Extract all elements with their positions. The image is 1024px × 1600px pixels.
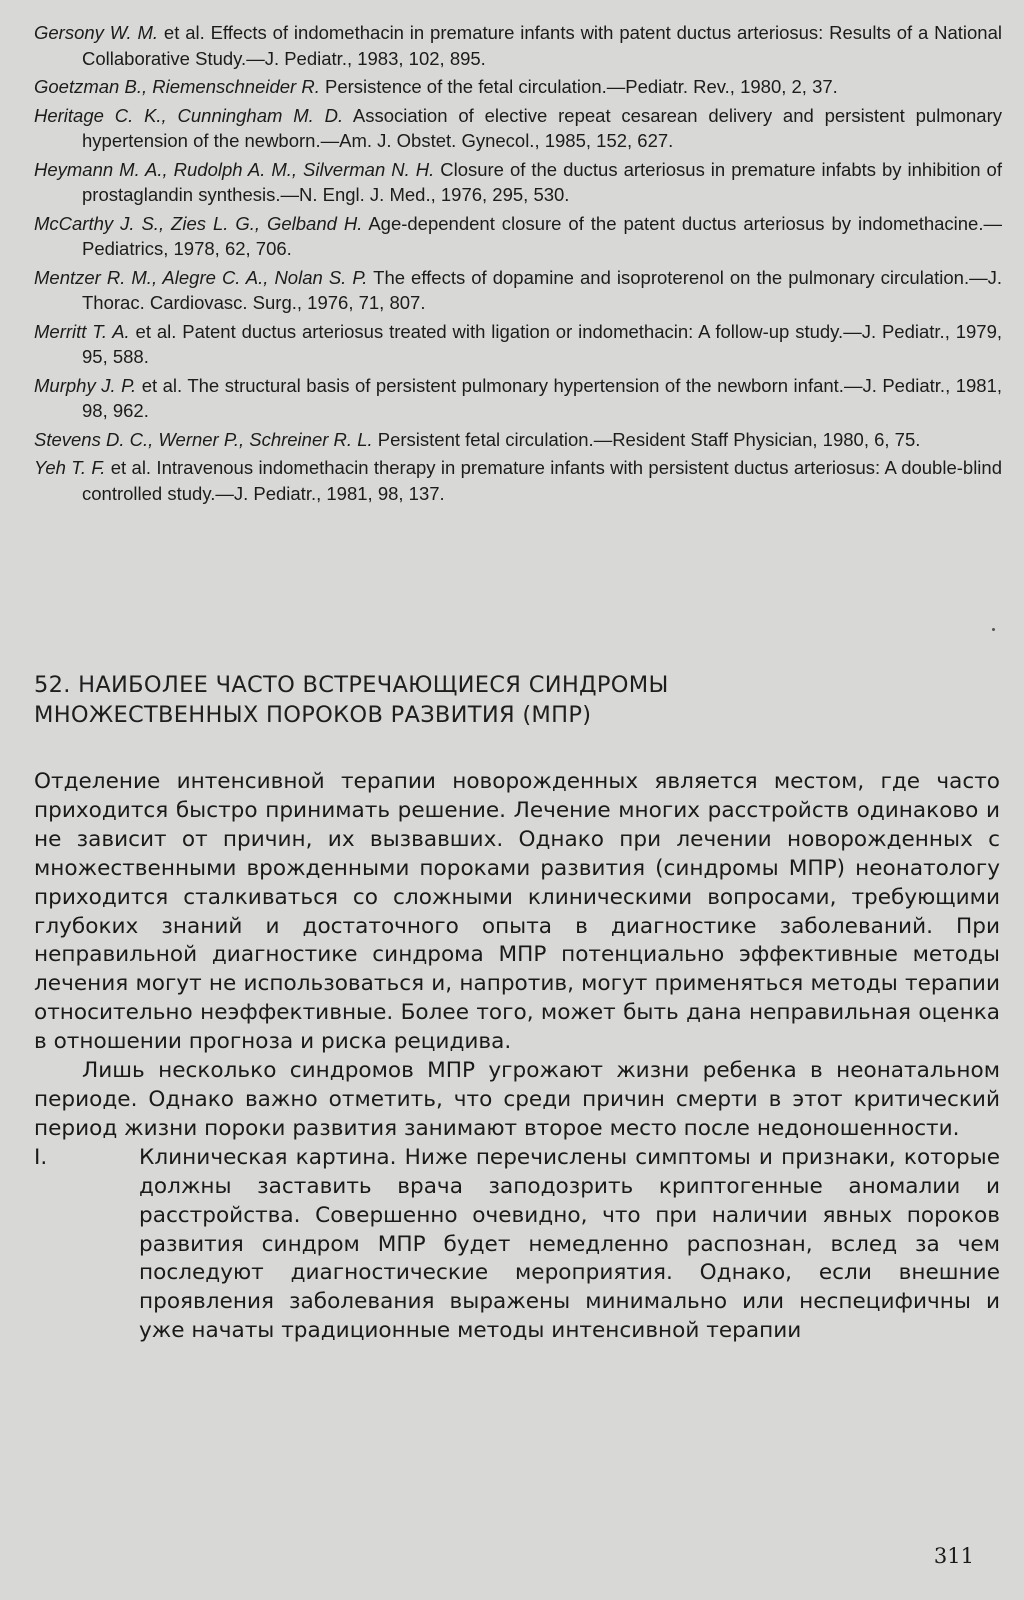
- section-heading-line: МНОЖЕСТВЕННЫХ ПОРОКОВ РАЗВИТИЯ (МПР): [34, 702, 592, 728]
- reference-authors: Mentzer R. M., Alegre C. A., Nolan S. P.: [34, 266, 368, 288]
- reference-authors: Yeh T. F.: [34, 457, 106, 478]
- print-speck: [992, 628, 995, 631]
- reference-item: [34, 427, 1002, 453]
- reference-item: [34, 20, 1002, 71]
- reference-details: Age-dependent closure of the patent ductus arteriosus by indomethacine.—Pediatrics, 1978, 62, 706.: [82, 212, 1002, 259]
- reference-item: [34, 455, 1002, 506]
- reference-item: [34, 74, 1002, 100]
- reference-item: [34, 265, 1002, 316]
- reference-details: Persistent fetal circulation.—Resident Staff Physician, 1980, 6, 75.: [372, 428, 921, 450]
- reference-details: et al. Patent ductus arteriosus treated with ligation or indomethacin: A follow-up study.—J. Pediatr., 1979, 95, 588.: [82, 320, 1002, 367]
- reference-item: [34, 103, 1002, 154]
- reference-item: [34, 319, 1002, 370]
- reference-authors: Stevens D. C., Werner P., Schreiner R. L.: [34, 428, 373, 450]
- item-text: Клиническая картина. Ниже перечислены симптомы и признаки, которые должны заставить врача заподозрить криптогенные аномалии и расстройства. Совершенно очевидно, что при наличии явных пороков развития синдром МПР будет немедленно распознан, вслед за чем последуют диагностические мероприятия. Однако, если внешние проявления заболевания выражены минимально или неспецифичны и уже начаты традиционные методы интенсивной терапии: [139, 1144, 1000, 1344]
- body-paragraph: Отделение интенсивной терапии новорожденных является местом, где часто приходится быстро принимать решение. Лечение многих расстройств одинаково и не зависит от причин, их вызвавших. Однако при лечении новорожденных с множественными врожденными пороками развития (синдромы МПР) неонатологу приходится сталкиваться со сложными клиническими вопросами, требующими глубоких знаний и достаточного опыта в диагностике заболеваний. При неправильной диагностике синдрома МПР потенциально эффективные методы лечения могут не использоваться и, напротив, могут применяться методы терапии относительно неэффективные. Более того, может быть дана неправильная оценка в отношении прогноза и риска рецидива.: [34, 769, 1000, 1055]
- page-number: 311: [933, 1544, 974, 1568]
- reference-details: Persistence of the fetal circulation.—Pediatr. Rev., 1980, 2, 37.: [319, 76, 838, 97]
- reference-item: [34, 157, 1002, 208]
- reference-details: et al. Intravenous indomethacin therapy in premature infants with persistent ductus arteriosus: A double-blind controlled study.—J. Pediatr., 1981, 98, 137.: [82, 457, 1002, 504]
- section-heading: [34, 670, 1002, 730]
- reference-details: Closure of the ductus arteriosus in premature infabts by inhibition of prostaglandin synthesis.—N. Engl. J. Med., 1976, 295, 530.: [82, 158, 1002, 205]
- reference-list: [34, 20, 1002, 509]
- reference-authors: Gersony W. M.: [34, 22, 159, 43]
- reference-details: Association of elective repeat cesarean delivery and persistent pulmonary hypertension of the newborn.—Am. J. Obstet. Gynecol., 1985, 152, 627.: [82, 104, 1002, 151]
- reference-authors: Heritage C. K., Cunningham M. D.: [34, 104, 344, 126]
- reference-authors: Goetzman B., Riemenschneider R.: [34, 76, 320, 97]
- reference-details: The effects of dopamine and isoproterenol on the pulmonary circulation.—J. Thorac. Cardiovasc. Surg., 1976, 71, 807.: [82, 266, 1002, 313]
- reference-details: et al. Effects of indomethacin in premature infants with patent ductus arteriosus: Results of a National Collaborative Study.—J. Pediatr., 1983, 102, 895.: [82, 22, 1002, 69]
- reference-authors: McCarthy J. S., Zies L. G., Gelband H.: [34, 212, 363, 234]
- reference-authors: Heymann M. A., Rudolph A. M., Silverman N. H.: [34, 158, 435, 180]
- reference-details: et al. The structural basis of persistent pulmonary hypertension of the newborn infant.—J. Pediatr., 1981, 98, 962.: [82, 374, 1003, 421]
- section-body: [34, 768, 1000, 1346]
- item-number: I.: [34, 1144, 48, 1170]
- body-paragraph: Лишь несколько синдромов МПР угрожают жизни ребенка в неонатальном периоде. Однако важно отметить, что среди причин смерти в этот критический период жизни пороки развития занимают второе место после недоношенности.: [34, 1058, 1000, 1141]
- section-heading-line: 52. НАИБОЛЕЕ ЧАСТО ВСТРЕЧАЮЩИЕСЯ СИНДРОМЫ: [34, 672, 669, 698]
- reference-authors: Murphy J. P.: [34, 374, 137, 396]
- reference-item: [34, 211, 1002, 262]
- numbered-item: [34, 1144, 1000, 1346]
- reference-authors: Merritt T. A.: [34, 320, 130, 342]
- reference-item: [34, 373, 1002, 424]
